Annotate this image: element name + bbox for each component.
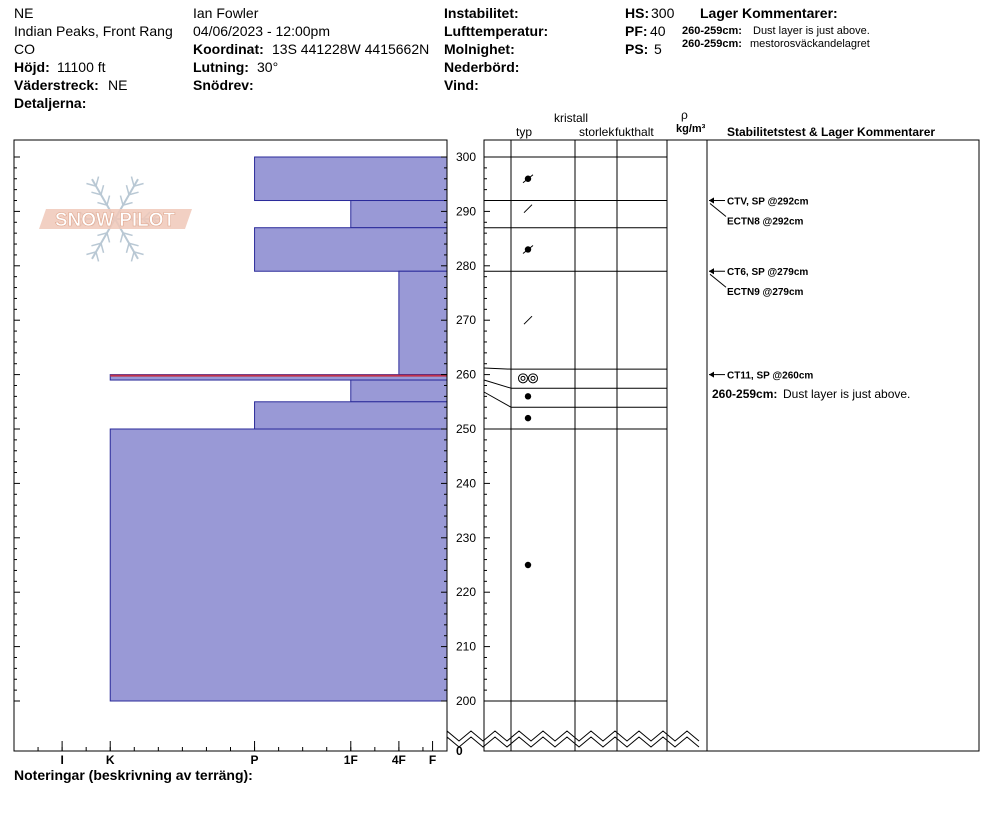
ps-value: 5 (654, 41, 662, 57)
logo-flake-branch (120, 196, 123, 206)
x-tick-label-I: I (60, 753, 64, 767)
hardness-layer-1 (351, 201, 447, 228)
air-temp-label: Lufttemperatur: (444, 23, 549, 39)
y-tick-label-290: 290 (456, 204, 477, 219)
layer-comment-1-range: 260-259cm: (682, 25, 742, 37)
details-label: Detaljerna: (14, 95, 87, 111)
elevation-value: 11100 ft (57, 59, 106, 75)
y-tick-label-240: 240 (456, 476, 477, 491)
grain-mf-inner-4-0 (521, 376, 525, 380)
logo-flake-branch (126, 243, 129, 253)
grain-mf-outer-4-0 (519, 374, 528, 383)
hardness-layer-5 (351, 380, 447, 402)
axis-break-zigzag-1 (447, 731, 699, 741)
layer-note-range: 260-259cm: (712, 387, 778, 401)
grid-frame (484, 140, 979, 751)
test-arrowhead-3 (709, 268, 714, 274)
observer: Ian Fowler (193, 5, 259, 21)
notes-label: Noteringar (beskrivning av terräng): (14, 767, 253, 783)
hardness-layer-0 (255, 157, 447, 201)
test-label-3: ECTN9 @279cm (727, 287, 804, 299)
logo-flake-branch (96, 252, 99, 262)
hardness-layer-2 (255, 228, 447, 272)
pf-label: PF: (625, 23, 648, 39)
aspect-top: NE (14, 5, 34, 21)
coordinate-value: 13S 441228W 4415662N (272, 41, 430, 57)
col-stability: Stabilitetstest & Lager Kommentarer (727, 125, 936, 139)
logo-flake-branch (101, 243, 104, 253)
elevation-label: Höjd: (14, 59, 50, 75)
logo-flake-branch (120, 233, 123, 243)
logo-flake-branch (126, 185, 129, 195)
layer-comments-title: Lager Kommentarer: (700, 5, 838, 21)
ps-label: PS: (625, 41, 649, 57)
grain-symbols (519, 175, 538, 568)
x-tick-label-P: P (250, 753, 259, 767)
layer-comment-2-text: mestorosväckandelagret (750, 38, 870, 50)
datetime: 04/06/2023 - 12:00pm (193, 23, 330, 39)
slope-label: Lutning: (193, 59, 249, 75)
precip-label: Nederbörd: (444, 59, 520, 75)
y-tick-label-260: 260 (456, 367, 477, 382)
col-crystal: kristall (554, 111, 589, 125)
test-arrowhead-4 (709, 372, 714, 378)
x-tick-label-K: K (105, 753, 115, 767)
logo-flake-branch (96, 177, 99, 187)
layer-connector-4 (484, 368, 511, 369)
grain-decomposing-3 (524, 316, 532, 324)
y-tick-label-230: 230 (456, 530, 477, 545)
layer-connector-5 (484, 380, 511, 388)
x-tick-label-F: F (428, 753, 437, 767)
test-arrow-3 (710, 274, 726, 287)
y-tick-label-300: 300 (456, 150, 477, 164)
x-tick-label-4F: 4F (391, 753, 406, 767)
axis-break-zigzag-2 (447, 737, 699, 747)
col-type: typ (516, 125, 533, 139)
cloud-label: Molnighet: (444, 41, 515, 57)
state: CO (14, 41, 35, 57)
instability-label: Instabilitet: (444, 5, 519, 21)
drift-label: Snödrev: (193, 77, 254, 93)
test-arrow-1 (710, 204, 726, 217)
logo-text: SNOW PILOT (54, 210, 176, 231)
logo-flake-branch (107, 196, 110, 206)
grain-mf-inner-4-1 (531, 376, 535, 380)
layer-comment-2-range: 260-259cm: (682, 38, 742, 50)
hardness-layer-7 (110, 429, 447, 701)
y-tick-label-280: 280 (456, 258, 477, 273)
layer-note-text: Dust layer is just above. (783, 387, 911, 401)
y-tick-label-220: 220 (456, 585, 477, 600)
col-size: storlek (579, 125, 615, 139)
test-arrowhead-1 (709, 198, 714, 204)
hardness-layer-6 (255, 402, 447, 429)
hardness-axis (38, 741, 436, 767)
test-label-2: CT6, SP @279cm (727, 267, 809, 279)
aspect-label: Väderstreck: (14, 77, 99, 93)
grain-decomposing-1 (524, 205, 532, 213)
logo-flake-branch (131, 252, 134, 262)
hardness-layers (110, 157, 447, 701)
hardness-layer-3 (399, 271, 447, 374)
hs-value: 300 (651, 5, 675, 21)
coordinate-label: Koordinat: (193, 41, 264, 57)
test-label-0: CTV, SP @292cm (727, 196, 809, 208)
grain-rounded-5 (525, 393, 531, 399)
y-tick-label-210: 210 (456, 639, 477, 654)
grain-rounded-6 (525, 415, 531, 421)
test-label-4: CT11, SP @260cm (727, 370, 814, 382)
grain-mf-outer-4-1 (529, 374, 538, 383)
col-rho: ρ (681, 108, 688, 122)
layer-connector-6 (484, 392, 511, 407)
y-tick-label-200: 200 (456, 694, 477, 708)
y-tick-label-250: 250 (456, 422, 477, 436)
hs-label: HS: (625, 5, 650, 21)
stability-tests (709, 197, 910, 401)
col-moisture: fukthalt (615, 125, 654, 139)
x-tick-label-1F: 1F (343, 753, 358, 767)
logo-flake-branch (107, 233, 110, 243)
col-density-unit: kg/m³ (676, 123, 706, 135)
logo-flake-branch (101, 185, 104, 195)
location: Indian Peaks, Front Rang (14, 23, 173, 39)
snowpilot-logo (39, 177, 192, 262)
layer-comment-1-text: Dust layer is just above. (753, 25, 870, 37)
wind-label: Vind: (444, 77, 479, 93)
aspect-value: NE (108, 77, 128, 93)
pf-value: 40 (650, 23, 666, 39)
slope-value: 30° (257, 59, 279, 75)
logo-flake-branch (131, 177, 134, 187)
y-zero-label: 0 (456, 744, 463, 758)
grain-rounded-7 (525, 562, 531, 568)
test-label-1: ECTN8 @292cm (727, 216, 804, 228)
y-tick-label-270: 270 (456, 313, 477, 328)
